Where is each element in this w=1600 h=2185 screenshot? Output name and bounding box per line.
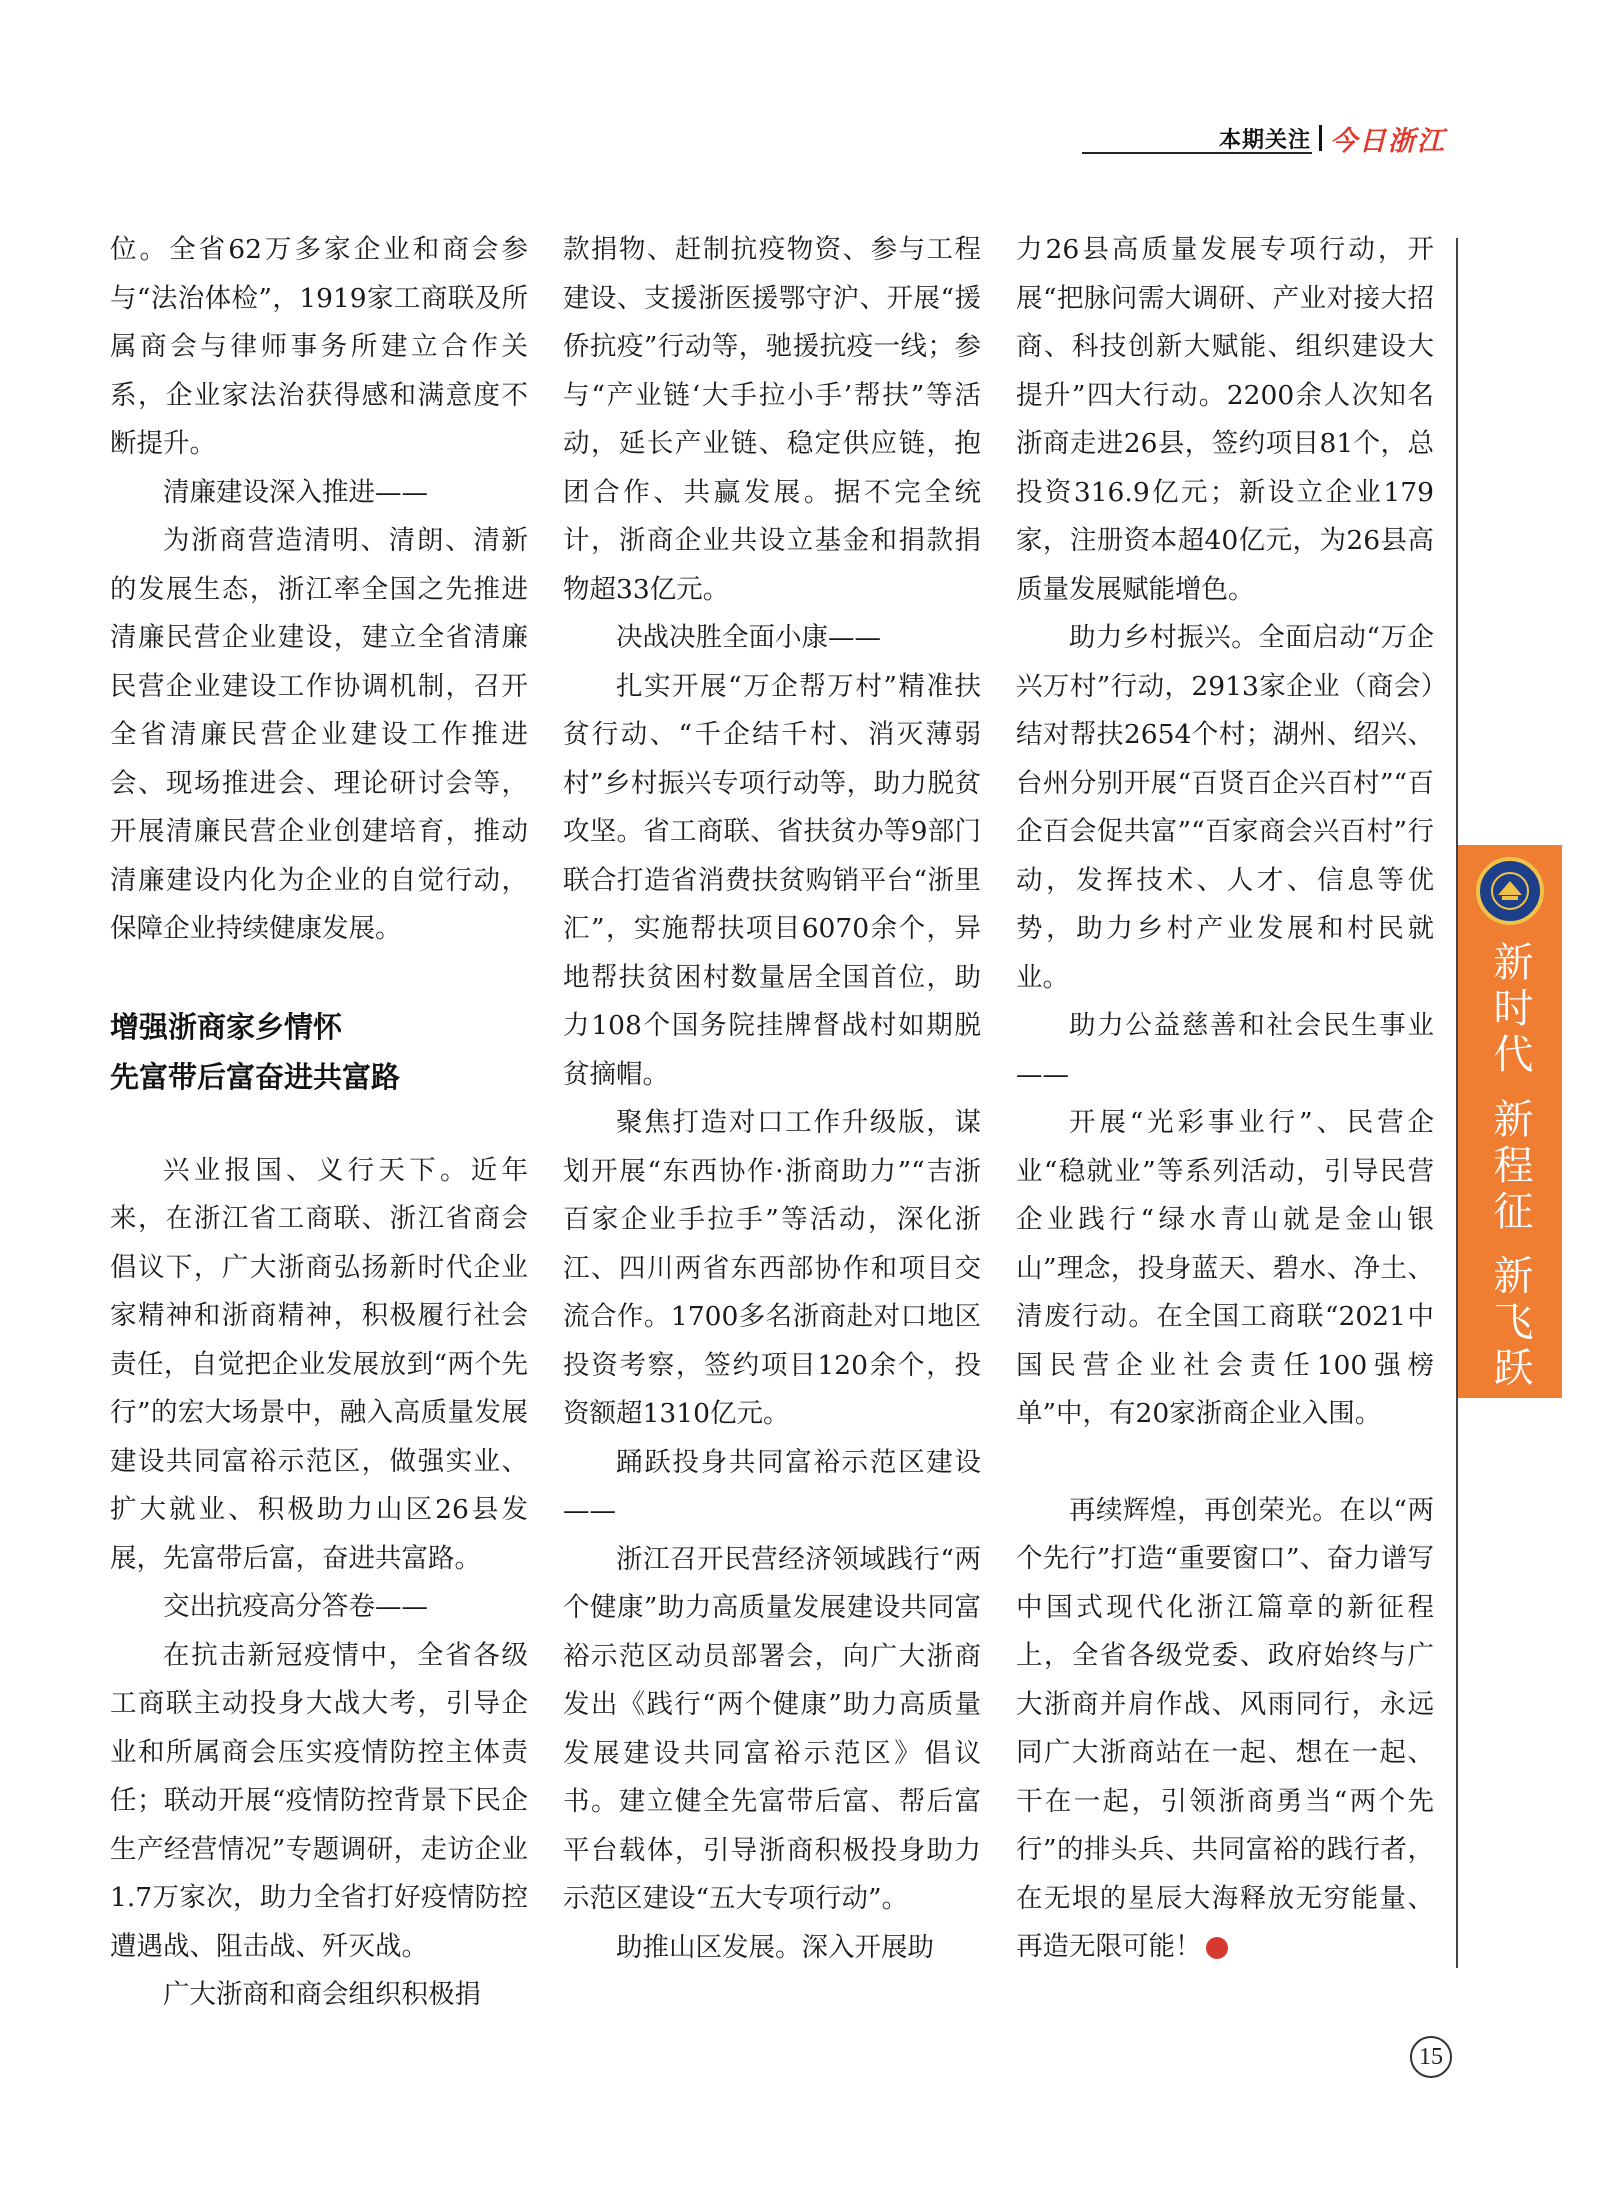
column-3 xyxy=(1016,226,1434,1972)
paragraph: 款捐物、赶制抗疫物资、参与工程建设、支援浙医援鄂守沪、开展“援侨抗疫”行动等，驰援抗疫一线；参与“产业链‘大手拉小手’帮扶”等活动，延长产业链、稳定供应链，抱团合作、共赢发展。据不完全统计，浙商企业共设立基金和捐款捐物超33亿元。 xyxy=(563,234,981,605)
paragraph: 浙江召开民营经济领域践行“两个健康”助力高质量发展建设共同富裕示范区动员部署会，向广大浙商发出《践行“两个健康”助力高质量发展建设共同富裕示范区》倡议书。建立健全先富带后富、帮后富平台载体，引导浙商积极投身助力示范区建设“五大专项行动”。 xyxy=(563,1543,981,1914)
paragraph: 聚焦打造对口工作升级版，谋划开展“东西协作·浙商助力”“吉浙百家企业手拉手”等活动，深化浙江、四川两省东西部协作和项目交流合作。1700多名浙商赴对口地区投资考察，签约项目120余个，投资额超1310亿元。 xyxy=(563,1107,981,1429)
end-mark-icon: 今 xyxy=(1206,1937,1228,1959)
paragraph: 助力乡村振兴。全面启动“万企兴万村”行动，2913家企业（商会）结对帮扶2654个村；湖州、绍兴、台州分别开展“百贤百企兴百村”“百企百会促共富”“百家商会兴百村”行动，发挥技术、人才、信息等优势，助力乡村产业发展和村民就业。 xyxy=(1016,622,1434,993)
closing-text: 再续辉煌，再创荣光。在以“两个先行”打造“重要窗口”、奋力谱写中国式现代化浙江篇章的新征程上，全省各级党委、政府始终与广大浙商并肩作战、风雨同行，永远同广大浙商站在一起、想在一起、干在一起，引领浙商勇当“两个先行”的排头兵、共同富裕的践行者，在无垠的星辰大海释放无穷能量、再造无限可能！ xyxy=(1016,1494,1434,1962)
magazine-logo: 今日浙江 xyxy=(1330,125,1446,157)
paragraph: 开展“光彩事业行”、民营企业“稳就业”等系列活动，引导民营企业践行“绿水青山就是金山银山”理念，投身蓝天、碧水、净土、清废行动。在全国工商联“2021中国民营企业社会责任100强榜单”中，有20家浙商企业入围。 xyxy=(1016,1107,1434,1429)
subheading: 交出抗疫高分答卷—— xyxy=(163,1591,428,1622)
column-2 xyxy=(563,226,981,1972)
emblem-graphic-icon xyxy=(1488,869,1532,913)
paragraph-gap xyxy=(1016,1439,1434,1487)
side-banner-text: 新时代 新程征 新飞跃 xyxy=(1487,941,1533,1393)
page-number: 15 xyxy=(1410,2036,1452,2078)
paragraph: 助推山区发展。深入开展助 xyxy=(616,1931,934,1963)
section-heading-line-2: 先富带后富奋进共富路 xyxy=(110,1059,401,1094)
header-divider xyxy=(1319,125,1322,151)
paragraph xyxy=(1016,1487,1434,1972)
section-heading-line-1: 增强浙商家乡情怀 xyxy=(110,1009,343,1044)
column-1 xyxy=(110,226,528,2020)
paragraph: 扎实开展“万企帮万村”精准扶贫行动、“千企结千村、消灭薄弱村”乡村振兴专项行动等，助力脱贫攻坚。省工商联、省扶贫办等9部门联合打造省消费扶贫购销平台“浙里汇”，实施帮扶项目6070余个，异地帮扶贫困村数量居全国首位，助力108个国务院挂牌督战村如期脱贫摘帽。 xyxy=(563,670,981,1090)
paragraph: 力26县高质量发展专项行动，开展“把脉问需大调研、产业对接大招商、科技创新大赋能、组织建设大提升”四大行动。2200余人次知名浙商走进26县，签约项目81个，总投资316.9亿元；新设立企业179家，注册资本超40亿元，为26县高质量发展赋能增色。 xyxy=(1016,234,1434,605)
section-label: 本期关注 xyxy=(1218,127,1311,153)
subheading: 清廉建设深入推进—— xyxy=(163,476,428,508)
subheading: 踊跃投身共同富裕示范区建设—— xyxy=(563,1446,981,1526)
header-rule xyxy=(1082,152,1312,154)
paragraph: 广大浙商和商会组织积极捐 xyxy=(163,1979,481,2010)
section-heading xyxy=(110,1002,528,1102)
subheading: 助力公益慈善和社会民生事业—— xyxy=(1016,1010,1434,1090)
paragraph: 兴业报国、义行天下。近年来，在浙江省工商联、浙江省商会倡议下，广大浙商弘扬新时代企业家精神和浙商精神，积极履行社会责任，自觉把企业发展放到“两个先行”的宏大场景中，融入高质量发展建设共同富裕示范区，做强实业、扩大就业、积极助力山区26县发展，先富带后富，奋进共富路。 xyxy=(110,1154,528,1574)
page-header xyxy=(1082,120,1446,156)
paragraph: 位。全省62万多家企业和商会参与“法治体检”，1919家工商联及所属商会与律师事务所建立合作关系，企业家法治获得感和满意度不断提升。 xyxy=(110,234,528,459)
side-banner xyxy=(1458,845,1562,1398)
emblem-icon xyxy=(1476,857,1544,925)
paragraph: 在抗击新冠疫情中，全省各级工商联主动投身大战大考，引导企业和所属商会压实疫情防控主体责任；联动开展“疫情防控背景下民企生产经营情况”专题调研，走访企业1.7万家次，助力全省打好疫情防控遭遇战、阻击战、歼灭战。 xyxy=(110,1639,528,1962)
paragraph: 为浙商营造清明、清朗、清新的发展生态，浙江率全国之先推进清廉民营企业建设，建立全省清廉民营企业建设工作协调机制，召开全省清廉民营企业建设工作推进会、现场推进会、理论研讨会等，开展清廉民营企业创建培育，推动清廉建设内化为企业的自觉行动，保障企业持续健康发展。 xyxy=(110,525,528,944)
subheading: 决战决胜全面小康—— xyxy=(616,622,881,653)
